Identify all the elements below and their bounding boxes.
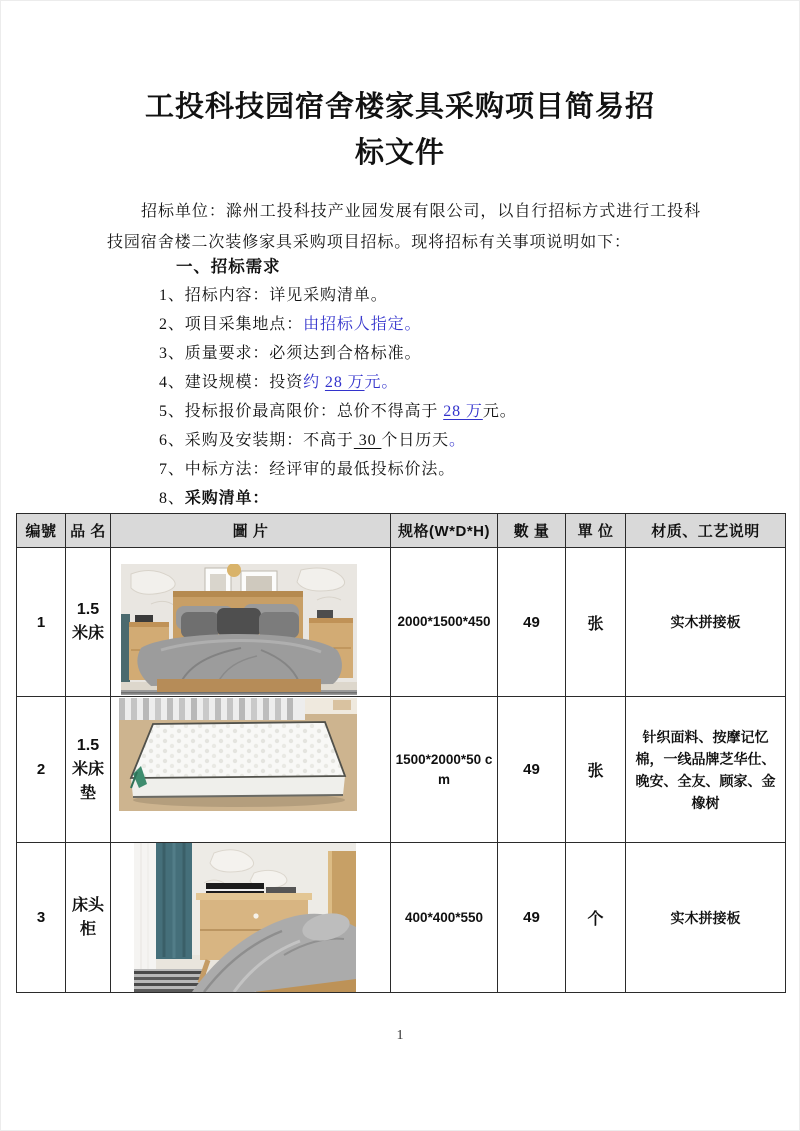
nightstand-photo	[134, 843, 356, 992]
list-item	[159, 397, 719, 426]
page-number: 1	[396, 1028, 404, 1043]
list-item	[159, 339, 719, 368]
text-segment: 元。	[482, 403, 517, 420]
highlighted-text: 约	[303, 374, 325, 391]
table-header-row	[17, 514, 786, 548]
cell-unit: 张	[566, 548, 626, 697]
cell-qty: 49	[498, 548, 566, 697]
header-material: 材质、工艺说明	[626, 514, 786, 548]
list-item	[159, 368, 719, 397]
text-segment: 2、项目采集地点：	[159, 316, 304, 333]
header-qty: 數 量	[498, 514, 566, 548]
text-segment: 3、质量要求：必须达到合格标准。	[159, 345, 422, 362]
cell-material: 针织面料、按摩记忆棉，一线品牌芝华仕、晚安、全友、顾家、金橡树	[626, 697, 786, 843]
header-spec: 规格(W*D*H)	[391, 514, 498, 548]
text-segment: 个日历天	[381, 432, 450, 449]
cell-name: 1.5 米床垫	[66, 697, 111, 843]
cell-spec: 1500*2000*50 cm	[391, 697, 498, 843]
cell-spec: 400*400*550	[391, 843, 498, 993]
text-segment: 6、采购及安装期：不高于	[159, 432, 354, 449]
table-row	[17, 843, 786, 993]
cell-material: 实木拼接板	[626, 843, 786, 993]
cell-name: 1.5 米床	[66, 548, 111, 697]
header-unit: 單 位	[566, 514, 626, 548]
cell-name: 床头柜	[66, 843, 111, 993]
text-segment: 5、投标报价最高限价：总价不得高于	[159, 403, 444, 420]
mattress-photo	[119, 698, 357, 811]
text-segment: 4、建设规模：投资	[159, 374, 304, 391]
requirement-list	[159, 281, 719, 513]
cell-qty: 49	[498, 843, 566, 993]
cell-unit: 张	[566, 697, 626, 843]
text-segment: 7、中标方法：经评审的最低投标价法。	[159, 461, 456, 478]
list-item	[159, 426, 719, 455]
highlighted-text: 元。	[364, 374, 399, 391]
section-heading: 一、招标需求	[176, 257, 281, 276]
highlighted-text: 28 万	[324, 374, 365, 391]
text-segment: 1、招标内容：详见采购清单。	[159, 287, 388, 304]
text-segment: 8、	[159, 490, 185, 507]
cell-picture	[111, 697, 391, 843]
title-line-1: 工投科技园宿舍楼家具采购项目简易招	[144, 91, 655, 123]
purchase-table	[16, 513, 786, 993]
header-picture: 圖 片	[111, 514, 391, 548]
list-item	[159, 484, 719, 513]
cell-no: 3	[17, 843, 66, 993]
list-item	[159, 281, 719, 310]
cell-unit: 个	[566, 843, 626, 993]
intro-paragraph: 招标单位：滁州工投科技产业园发展有限公司，以自行招标方式进行工投科技园宿舍楼二次装修家具采购项目招标。现将招标有关事项说明如下：	[107, 203, 701, 251]
cell-no: 1	[17, 548, 66, 697]
highlighted-text: 28 万	[443, 403, 483, 420]
list-item	[159, 310, 719, 339]
table-row	[17, 548, 786, 697]
table-row	[17, 697, 786, 843]
page-title	[0, 84, 800, 176]
header-name: 品 名	[66, 514, 111, 548]
highlighted-text: 。	[449, 432, 466, 449]
bed-photo	[121, 564, 357, 695]
cell-spec: 2000*1500*450	[391, 548, 498, 697]
cell-material: 实木拼接板	[626, 548, 786, 697]
list-item	[159, 455, 719, 484]
header-no: 编號	[17, 514, 66, 548]
text-segment: 30	[353, 432, 382, 449]
text-segment: 采购清单：	[184, 490, 270, 507]
highlighted-text: 由招标人指定。	[303, 316, 422, 333]
cell-no: 2	[17, 697, 66, 843]
cell-picture	[111, 548, 391, 697]
title-line-2: 标文件	[354, 137, 445, 169]
cell-picture	[111, 843, 391, 993]
cell-qty: 49	[498, 697, 566, 843]
